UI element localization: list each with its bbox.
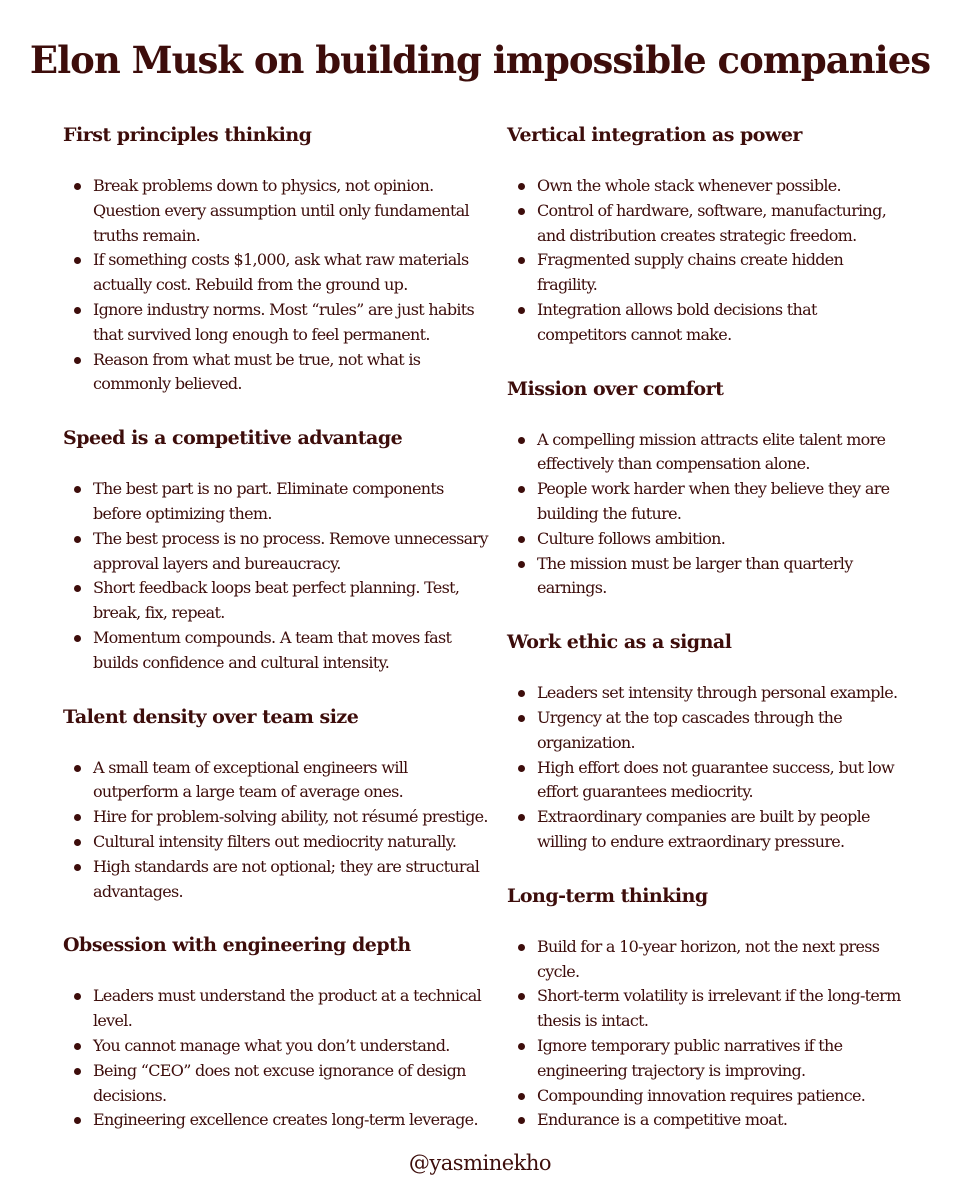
list-item-text: Short feedback loops beat perfect planning. Test, break, fix, repeat. (93, 578, 460, 623)
bullet-dot-icon (518, 690, 525, 697)
list-item (63, 1059, 495, 1109)
section-heading: Long-term thinking (507, 884, 708, 907)
bullet-list (63, 756, 495, 905)
bullet-dot-icon (74, 1117, 81, 1124)
section-heading: First principles thinking (63, 124, 312, 146)
list-item (507, 1108, 907, 1133)
list-item-text: Ignore temporary public narratives if the engineering trajectory is improving. (537, 1035, 843, 1080)
bullet-list (63, 174, 495, 397)
list-item-text: Compounding innovation requires patience. (537, 1085, 866, 1105)
list-item (507, 428, 907, 478)
list-item (63, 756, 495, 806)
bullet-dot-icon (518, 208, 525, 215)
list-item (507, 1034, 907, 1084)
bullet-dot-icon (518, 715, 525, 722)
bullet-dot-icon (518, 257, 525, 264)
section-heading: Mission over comfort (507, 377, 724, 400)
list-item-text: Cultural intensity filters out mediocrity naturally. (93, 831, 457, 851)
author-handle: @yasminekho (408, 1151, 552, 1175)
bullet-dot-icon (518, 437, 525, 444)
bullet-dot-icon (518, 561, 525, 568)
list-item (507, 199, 907, 249)
list-item (63, 174, 495, 248)
list-item-text: Integration allows bold decisions that competitors cannot make. (537, 299, 817, 344)
bullet-dot-icon (74, 1043, 81, 1050)
bullet-list (507, 681, 907, 855)
bullet-dot-icon (74, 839, 81, 846)
section-speed (63, 425, 495, 675)
list-item (507, 174, 907, 199)
list-item-text: Endurance is a competitive moat. (537, 1110, 788, 1130)
list-item-text: Being “CEO” does not excuse ignorance of design decisions. (93, 1060, 466, 1105)
section-heading: Vertical integration as power (507, 124, 802, 146)
bullet-dot-icon (74, 993, 81, 1000)
list-item (63, 348, 495, 398)
page-title: Elon Musk on building impossible companies (29, 38, 931, 82)
section-heading: Obsession with engineering depth (63, 934, 411, 957)
list-item-text: The mission must be larger than quarterly earnings. (537, 553, 853, 598)
list-item (63, 298, 495, 348)
list-item-text: Urgency at the top cascades through the organization. (537, 707, 843, 752)
list-item (507, 527, 907, 552)
list-item (63, 830, 495, 855)
list-item (507, 681, 907, 706)
section-vertical-integration (507, 122, 907, 348)
list-item-text: Break problems down to physics, not opinion. Question every assumption until only fundamental truths remain. (93, 176, 469, 245)
list-item (63, 527, 495, 577)
list-item (63, 477, 495, 527)
list-item-text: Short-term volatility is irrelevant if the long-term thesis is intact. (537, 986, 901, 1031)
section-heading: Speed is a competitive advantage (63, 427, 403, 450)
list-item (507, 248, 907, 298)
bullet-list (507, 428, 907, 602)
bullet-dot-icon (518, 1043, 525, 1050)
list-item (507, 706, 907, 756)
bullet-dot-icon (74, 183, 81, 190)
bullet-dot-icon (74, 257, 81, 264)
bullet-dot-icon (74, 814, 81, 821)
list-item-text: Fragmented supply chains create hidden fragility. (537, 250, 844, 295)
list-item-text: Leaders must understand the product at a technical level. (93, 986, 481, 1031)
list-item-text: People work harder when they believe they are building the future. (537, 479, 890, 523)
right-column (507, 122, 907, 1161)
list-item-text: Ignore industry norms. Most “rules” are just habits that survived long enough to feel permanent. (93, 299, 475, 344)
bullet-dot-icon (518, 814, 525, 821)
list-item (507, 1084, 907, 1109)
list-item-text: High standards are not optional; they are structural advantages. (93, 856, 480, 901)
bullet-dot-icon (74, 536, 81, 543)
list-item (507, 805, 907, 855)
section-engineering-depth (63, 932, 495, 1133)
bullet-dot-icon (518, 765, 525, 772)
list-item (507, 984, 907, 1034)
bullet-dot-icon (74, 357, 81, 364)
list-item (507, 935, 907, 985)
list-item (507, 298, 907, 348)
bullet-dot-icon (74, 1068, 81, 1075)
bullet-dot-icon (518, 536, 525, 543)
bullet-list (63, 477, 495, 675)
bullet-dot-icon (518, 183, 525, 190)
list-item-text: Hire for problem-solving ability, not résumé prestige. (93, 807, 488, 827)
bullet-dot-icon (518, 486, 525, 493)
list-item-text: The best process is no process. Remove unnecessary approval layers and bureaucracy. (93, 528, 488, 573)
left-column (63, 122, 495, 1161)
bullet-list (507, 935, 907, 1133)
list-item-text: Reason from what must be true, not what is commonly believed. (93, 349, 421, 394)
list-item (63, 1108, 495, 1133)
section-work-ethic (507, 629, 907, 855)
list-item (63, 1034, 495, 1059)
list-item (63, 855, 495, 905)
list-item (63, 626, 495, 676)
list-item-text: A compelling mission attracts elite talent more effectively than compensation alone. (537, 429, 886, 474)
list-item-text: If something costs $1,000, ask what raw materials actually cost. Rebuild from the ground up. (93, 250, 469, 295)
list-item (507, 756, 907, 806)
bullet-dot-icon (518, 1117, 525, 1124)
list-item (63, 248, 495, 298)
list-item-text: A small team of exceptional engineers will outperform a large team of average ones. (93, 757, 408, 802)
list-item (63, 984, 495, 1034)
bullet-dot-icon (518, 307, 525, 314)
bullet-list (63, 984, 495, 1133)
list-item-text: Own the whole stack whenever possible. (537, 176, 841, 195)
list-item-text: Leaders set intensity through personal example. (537, 683, 898, 703)
bullet-dot-icon (74, 307, 81, 314)
list-item-text: Culture follows ambition. (537, 528, 726, 548)
section-first-principles (63, 122, 495, 397)
bullet-dot-icon (74, 864, 81, 871)
bullet-dot-icon (74, 585, 81, 592)
bullet-dot-icon (74, 486, 81, 493)
section-long-term (507, 883, 907, 1133)
list-item-text: Control of hardware, software, manufacturing, and distribution creates strategic freedom. (537, 200, 887, 245)
section-talent-density (63, 704, 495, 905)
section-mission (507, 376, 907, 602)
list-item (63, 805, 495, 830)
list-item (507, 477, 907, 527)
bullet-dot-icon (74, 765, 81, 772)
list-item-text: You cannot manage what you don’t understand. (93, 1035, 450, 1055)
list-item-text: High effort does not guarantee success, but low effort guarantees mediocrity. (537, 757, 895, 802)
section-heading: Talent density over team size (63, 705, 359, 728)
bullet-dot-icon (74, 635, 81, 642)
list-item-text: Momentum compounds. A team that moves fast builds confidence and cultural intensity. (93, 627, 452, 672)
list-item-text: Engineering excellence creates long-term leverage. (93, 1110, 478, 1130)
bullet-dot-icon (518, 993, 525, 1000)
bullet-dot-icon (518, 1093, 525, 1100)
list-item-text: Build for a 10-year horizon, not the next press cycle. (537, 936, 880, 981)
list-item (507, 552, 907, 602)
section-heading: Work ethic as a signal (507, 631, 732, 654)
list-item-text: The best part is no part. Eliminate components before optimizing them. (93, 479, 444, 523)
bullet-list (507, 174, 907, 348)
list-item-text: Extraordinary companies are built by people willing to endure extraordinary pressure. (537, 807, 870, 851)
bullet-dot-icon (518, 944, 525, 951)
list-item (63, 576, 495, 626)
